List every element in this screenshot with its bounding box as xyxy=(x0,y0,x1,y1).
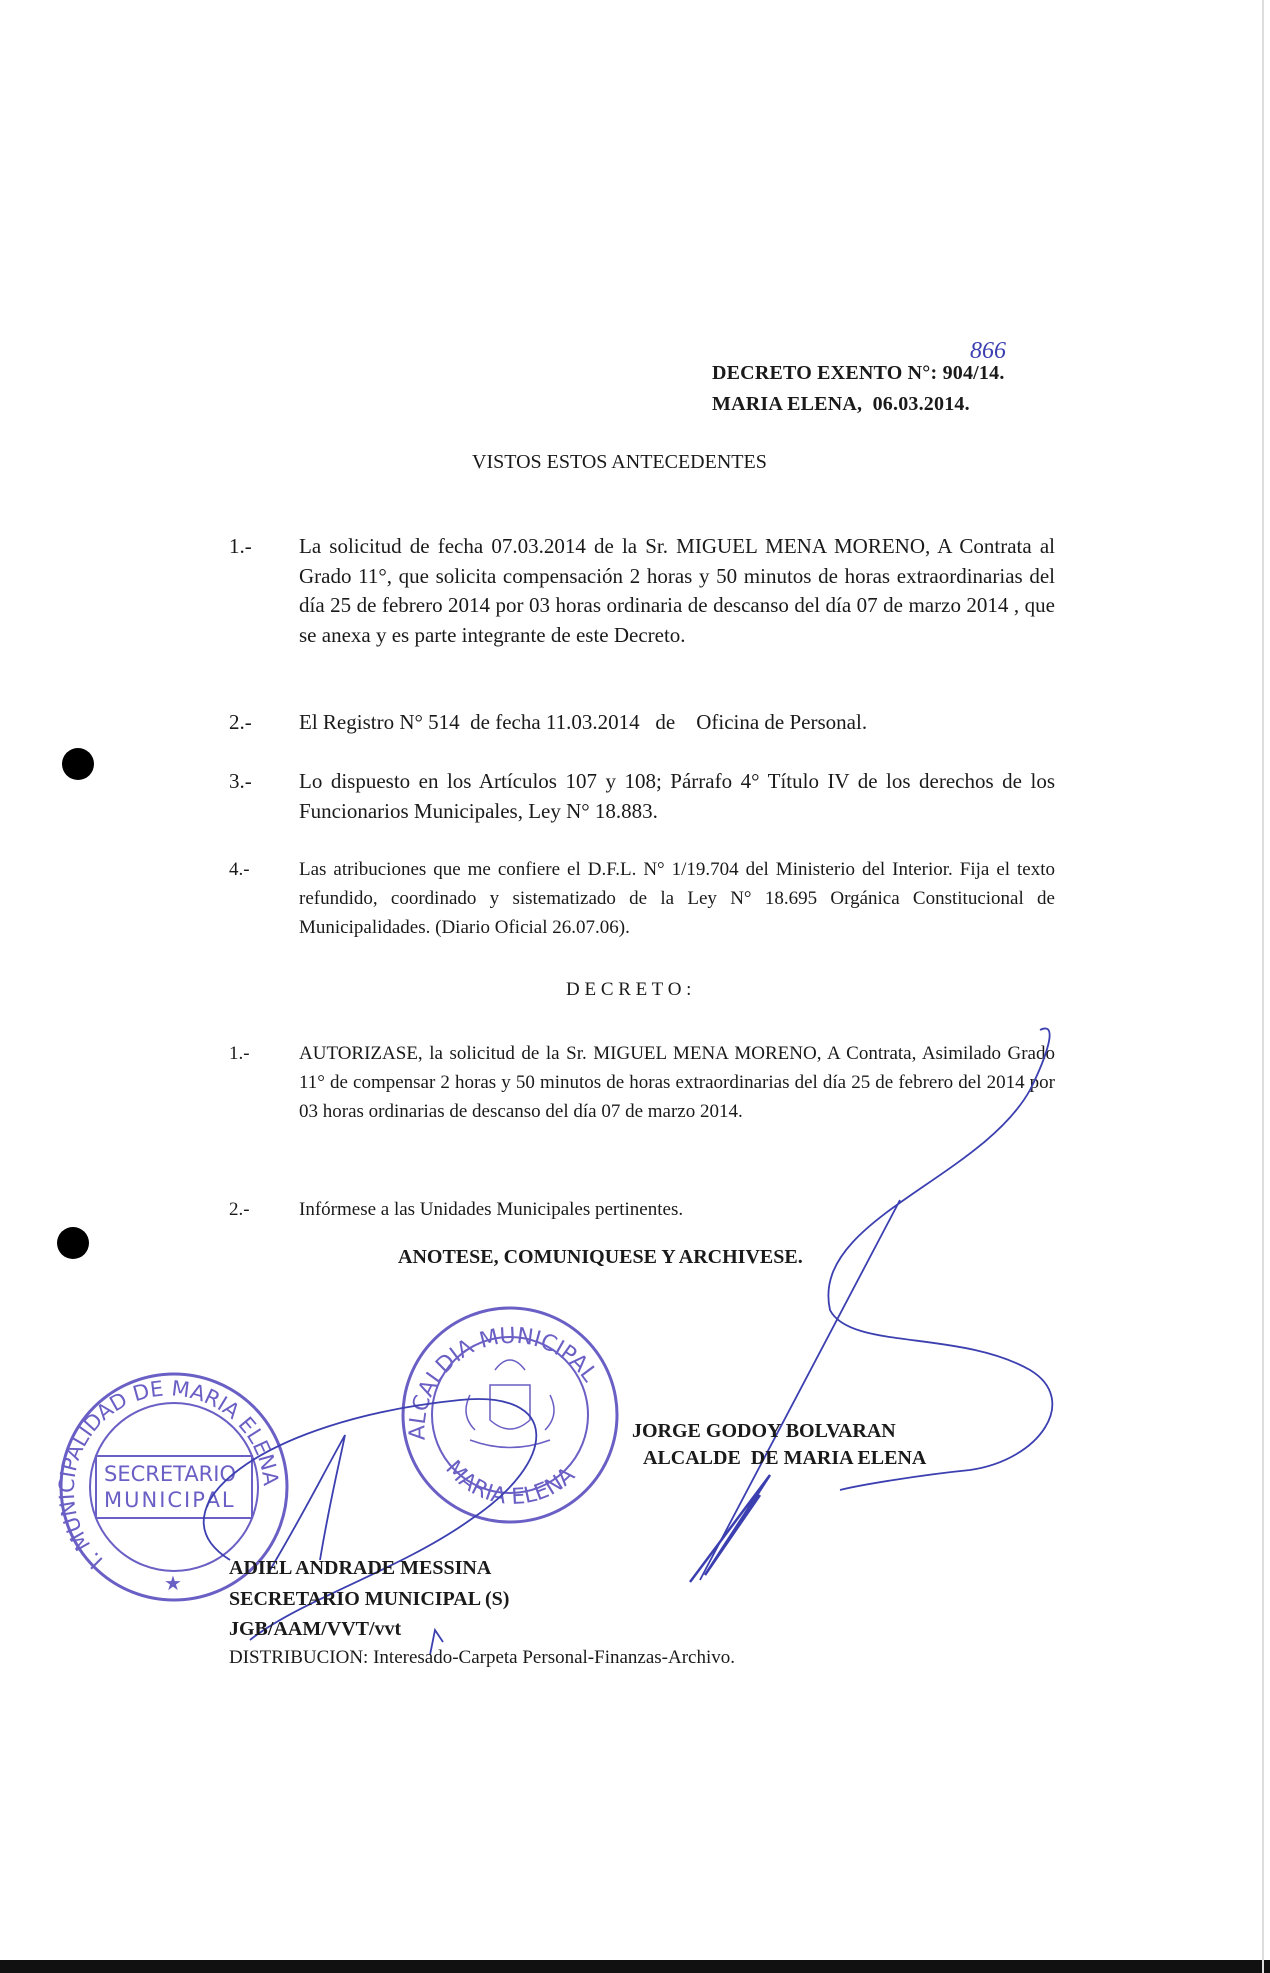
item-text: Lo dispuesto en los Artículos 107 y 108; Párrafo 4° Título IV de los derechos de los Funcionarios Municipales, Ley N° 18.883. xyxy=(299,769,1055,823)
stamp-ring-text: MARIA ELENA xyxy=(440,1456,580,1511)
stamp-center-text-1: SECRETARIO xyxy=(104,1462,236,1486)
secretary-name: ADIEL ANDRADE MESSINA xyxy=(229,1557,492,1579)
decree-number: 904/14. xyxy=(942,362,1005,384)
place-date: MARIA ELENA, 06.03.2014. xyxy=(712,393,970,415)
item-text: AUTORIZASE, la solicitud de la Sr. MIGUEL MENA MORENO, A Contrata, Asimilado Grado 11° de compensar 2 horas y 50 minutos de horas extraordinarias del día 25 de febrero del 2014 por 03 horas ordinarias de descanso del día 07 de marzo 2014. xyxy=(299,1043,1055,1122)
item-text: Las atribuciones que me confiere el D.F.L. N° 1/19.704 del Ministerio del Interior. Fija el texto refundido, coordinado y sistematizado de la Ley N° 18.695 Orgánica Constitucional de Municipalidades. (Diario Oficial 26.07.06). xyxy=(299,859,1055,938)
handwritten-number: 866 xyxy=(970,338,1006,364)
item-number: 2.- xyxy=(229,710,252,734)
mayor-name: JORGE GODOY BOLVARAN xyxy=(632,1420,896,1442)
decreto-title: D E C R E T O : xyxy=(566,979,692,1000)
signature-mayor xyxy=(690,1028,1052,1582)
mayor-title: ALCALDE DE MARIA ELENA xyxy=(643,1447,927,1469)
item-text: La solicitud de fecha 07.03.2014 de la Sr. MIGUEL MENA MORENO, A Contrata al Grado 11°, que solicita compensación 2 horas y 50 minutos de horas extraordinarias del día 25 de febrero 2014 por 03 horas ordinaria de descanso del día 07 de marzo 2014 , que se anexa y es parte integrante de este Decreto. xyxy=(299,534,1055,647)
stamp-ring-text: ALCALDIA MUNICIPAL xyxy=(405,1323,602,1441)
closing-formula: ANOTESE, COMUNIQUESE Y ARCHIVESE. xyxy=(398,1246,803,1268)
initials: JGB/AAM/VVT/vvt xyxy=(229,1618,402,1640)
distribution: DISTRIBUCION: Interesado-Carpeta Personal-Finanzas-Archivo. xyxy=(229,1647,736,1668)
vistos-title: VISTOS ESTOS ANTECEDENTES xyxy=(472,451,767,473)
item-number: 3.- xyxy=(229,769,252,793)
stamp-ring-text: I. MUNICIPALIDAD DE MARIA ELENA xyxy=(54,1376,283,1574)
decree-label: DECRETO EXENTO N°: xyxy=(712,362,938,384)
star-icon: ★ xyxy=(164,1573,182,1595)
item-number: 4.- xyxy=(229,859,250,880)
secretary-title: SECRETARIO MUNICIPAL (S) xyxy=(229,1588,510,1610)
item-text: El Registro N° 514 de fecha 11.03.2014 de Oficina de Personal. xyxy=(299,710,868,734)
item-text: Infórmese a las Unidades Municipales pertinentes. xyxy=(299,1199,684,1220)
item-number: 1.- xyxy=(229,1043,250,1064)
mayor-stamp xyxy=(403,1308,617,1522)
item-number: 2.- xyxy=(229,1199,250,1220)
item-number: 1.- xyxy=(229,534,252,558)
stamp-center-text-2: MUNICIPAL xyxy=(104,1488,236,1512)
